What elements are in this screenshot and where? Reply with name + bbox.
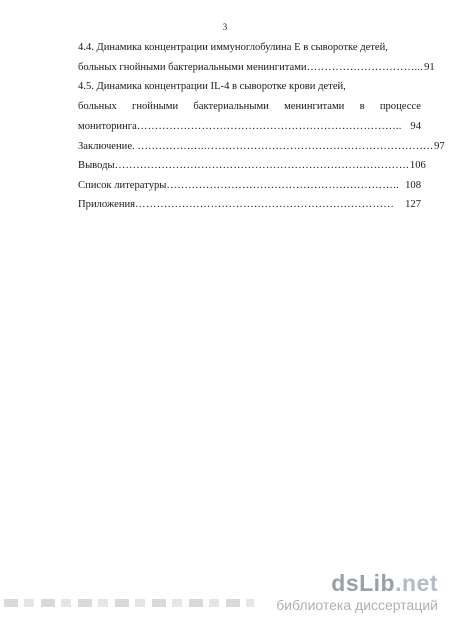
toc-page-number: 127 [405,199,421,210]
toc-item-4-4-line-1: 4.4. Динамика концентрации иммуноглобулина Е в сыворотке детей, [78,42,388,53]
toc-item-text: Заключение. ………………. [78,141,204,152]
toc-item-references[interactable] [78,180,421,191]
toc-page-number: 106 [409,160,426,171]
watermark [276,570,438,614]
toc-item-4-5-line-2 [78,101,421,112]
toc-word: процессе [379,101,421,112]
page-number: 3 [222,22,228,32]
toc-item-appendices[interactable] [78,199,421,210]
toc-item-4-5-line-3[interactable] [78,121,421,132]
toc-leader-dots: ………………………………………………………………………. [114,160,409,171]
toc-leader-dots: ……………………………………………………………… [135,199,395,210]
toc-item-4-4-text: больных гнойными бактериальными менингитами [78,62,307,73]
toc-item-findings[interactable] [78,160,426,171]
toc-leader-dots: ……………………………………………………….. [166,180,399,191]
toc-leader-dots: ………………………………………………………. [203,141,434,152]
toc-item-4-5-line-1: 4.5. Динамика концентрации IL-4 в сыворотке крови детей, [78,81,346,92]
toc-word: менингитами [284,101,345,112]
watermark-logo: dsLib.net [331,570,438,596]
toc-leader-dots: ……………………………………………………………….. [136,121,402,132]
toc-page-number: 108 [405,180,421,191]
toc-item-text: Выводы [78,160,115,171]
toc-leader-dots: …………………………... [306,62,424,73]
toc-item-4-5-text: мониторинга [78,121,137,132]
toc-word: в [359,101,365,112]
toc-page-number: 91 [424,62,435,73]
watermark-subtitle: библиотека диссертаций [276,597,438,613]
toc-page-number: 94 [410,121,421,132]
toc-word: гнойными [131,101,179,112]
toc-page-number: 97 [434,141,445,152]
toc-item-conclusion[interactable] [78,141,445,152]
toc-item-text: Список литературы [78,180,167,191]
toc-word: больных [78,101,117,112]
toc-item-4-4-line-2[interactable] [78,62,435,73]
toc-item-text: Приложения [78,199,136,210]
toc-word: бактериальными [193,101,269,112]
scan-artifact [4,599,254,607]
